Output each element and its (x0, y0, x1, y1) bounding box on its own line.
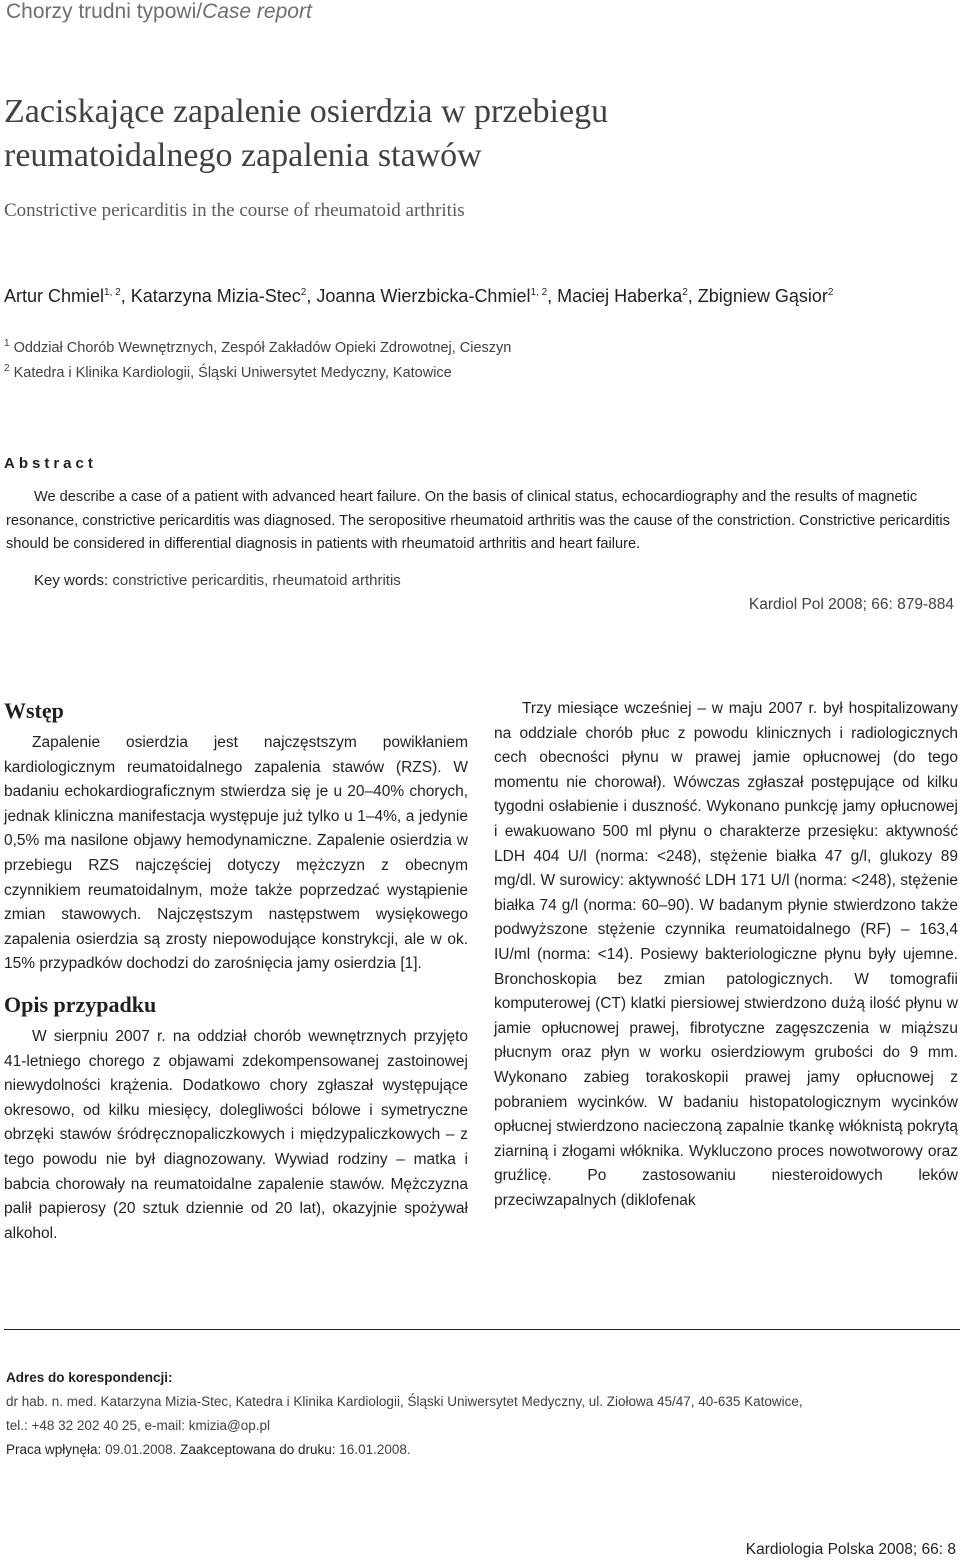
section-type: Case report (202, 0, 312, 23)
correspondence-block (6, 1366, 956, 1462)
title-line-1: Zaciskające zapalenie osierdzia w przebiegu (4, 93, 609, 130)
correspondence-label: Adres do korespondencji: (6, 1370, 173, 1385)
author-list: Artur Chmiel$^{1, 2}$, Katarzyna Mizia-Stec$^2$, Joanna Wierzbicka-Chmiel$^{1, 2}$, Maciej Haberka$^2$, Zbigniew Gąsior$^2$ (4, 286, 834, 306)
affiliation: $^1$ Oddział Chorób Wewnętrznych, Zespół Zakładów Opieki Zdrowotnej, Cieszyn (4, 338, 512, 356)
section-label (6, 0, 312, 24)
correspondence-contact: tel.: +48 32 202 40 25, e-mail: kmizia@op.pl (6, 1418, 270, 1433)
keywords-label: Key words: (34, 572, 109, 589)
intro-paragraph: Zapalenie osierdzia jest najczęstszym powikłaniem kardiologicznym reumatoidalnego zapalenia stawów (RZS). W badaniu echokardiograficznym stwierdza się je u 20–40% chorych, jednak kliniczna manifestacja występuje już tylko u 1–4%, a jedynie 0,5% ma nasilone objawy hemodynamiczne. Zapalenie osierdzia w przebiegu RZS najczęściej dotyczy mężczyzn z obecnym czynnikiem reumatoidalnym, może także poprzedzać wystąpienie zmian stawowych. Najczęstszym następstwem wysiękowego zapalenia osierdzia są zrosty niepowodujące konstrykcji, ale w ok. 15% przypadków dochodzi do zarośnięcia jamy osierdzia [1]. (4, 734, 468, 973)
case-paragraph-continued: Trzy miesiące wcześniej – w maju 2007 r. był hospitalizowany na oddziale chorób płuc z powodu klinicznych i radiologicznych cech obecności płynu w prawej jamie opłucnowej (do tego momentu nie chorował). Wówczas zgłaszał postępujące od kilku tygodni osłabienie i duszność. Wykonano punkcję jamy opłucnowej i ewakuowano 500 ml płynu o charakterze przesięku: aktywność LDH 404 U/l (norma: <248), stężenie białka 47 g/l, glukozy 89 mg/dl. W surowicy: aktywność LDH 171 U/l (norma: <248), stężenie białka 74 g/l (norma: 60–90). W badanym płynie stwierdzono także podwyższone stężenie czynnika reumatoidalnego (RF) – 163,4 IU/ml (norma: <14). Posiewy bakteriologiczne płynu były ujemne. Bronchoskopia bez zmian patologicznych. W tomografii komputerowej (CT) klatki piersiowej stwierdzono dużą ilość płynu w jamie opłucnowej prawej, fibrotyczne zagęszczenia w miąższu płucnym oraz płyn w worku osierdziowym grubości do 9 mm. Wykonano zabieg torakoskopii prawej jamy opłucnowej z pobraniem wycinków. W badaniu histopatologicznym wycinków opłucnej stwierdzono nacieczoną zapalnie tkankę włóknistą pokrytą ziarniną i złogami włóknika. Wykluczono proces nowotworowy oraz gruźlicę. Po zastosowaniu niesteroidowych leków przeciwzapalnych (diklofenak (494, 700, 958, 1209)
body-right-column (494, 697, 958, 1213)
section-heading-case: Opis przypadku (4, 991, 157, 1017)
section-name: Chorzy trudni typowi/ (6, 0, 203, 23)
journal-footer: Kardiologia Polska 2008; 66: 8 (745, 1541, 956, 1558)
keywords (34, 572, 401, 589)
correspondence-address: dr hab. n. med. Katarzyna Mizia-Stec, Katedra i Klinika Kardiologii, Śląski Uniwersytet Medyczny, ul. Ziołowa 45/47, 40-635 Katowice, (6, 1394, 803, 1409)
citation: Kardiol Pol 2008; 66: 879-884 (748, 596, 954, 613)
keywords-value: constrictive pericarditis, rheumatoid arthritis (112, 572, 401, 589)
body-left-column (4, 697, 468, 1246)
article-title (4, 90, 864, 178)
author: Zbigniew Gąsior$^2$ (697, 286, 834, 306)
correspondence-dates: Praca wpłynęła: 09.01.2008. Zaakceptowana do druku: 16.01.2008. (6, 1442, 411, 1457)
article-subtitle: Constrictive pericarditis in the course of rheumatoid arthritis (4, 200, 465, 221)
section-heading-intro: Wstęp (4, 698, 64, 723)
abstract-heading: Abstract (4, 455, 97, 472)
abstract-text: We describe a case of a patient with advanced heart failure. On the basis of clinical status, echocardiography and the results of magnetic resonance, constrictive pericarditis was diagnosed. The seropositive rheumatoid arthritis was the cause of the constriction. Constrictive pericarditis should be considered in differential diagnosis in patients with rheumatoid arthritis and heart failure. (6, 489, 950, 552)
affiliation: $^2$ Katedra i Klinika Kardiologii, Śląski Uniwersytet Medyczny, Katowice (4, 363, 452, 381)
author: Maciej Haberka$^2$ (557, 286, 688, 306)
author: Joanna Wierzbicka-Chmiel$^{1, 2}$ (316, 286, 548, 306)
author: Artur Chmiel$^{1, 2}$ (4, 286, 121, 306)
title-line-2: reumatoidalnego zapalenia stawów (4, 137, 482, 174)
case-paragraph: W sierpniu 2007 r. na oddział chorób wewnętrznych przyjęto 41-letniego chorego z objawami zdekompensowanej zastoinowej niewydolności krążenia. Dodatkowo chory zgłaszał występujące okresowo, od kilku miesięcy, dolegliwości bólowe i symetryczne obrzęki stawów śródręcznopaliczkowych i międzypaliczkowych – z tego powodu nie był diagnozowany. Wywiad rodziny – matka i babcia chorowały na reumatoidalne zapalenie stawów. Mężczyzna palił papierosy (20 sztuk dziennie od 20 lat), okazyjnie spożywał alkohol. (4, 1027, 468, 1242)
footnote-divider (4, 1329, 960, 1330)
author: Katarzyna Mizia-Stec$^2$ (130, 286, 307, 306)
